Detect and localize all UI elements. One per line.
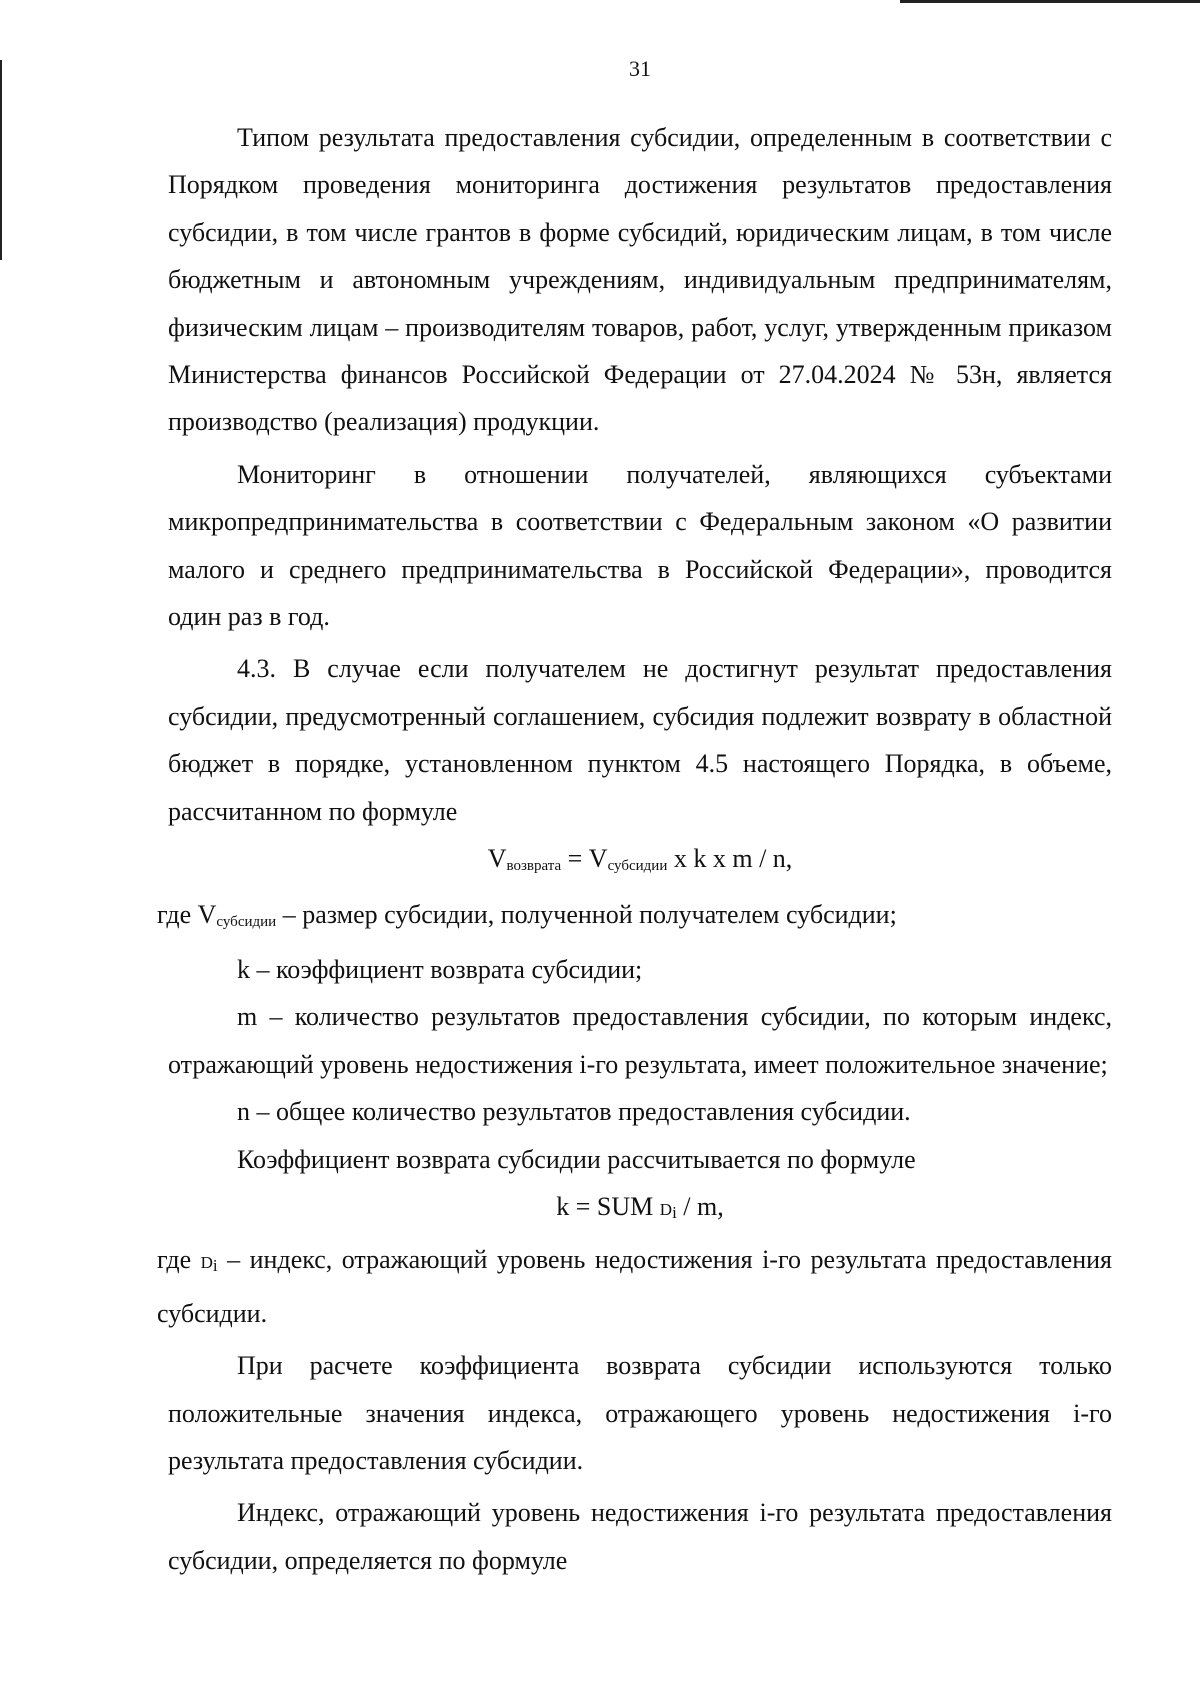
paragraph-result-type: Типом результата предоставления субсидии, определенным в соответствии с Порядком проведения мониторинга достижения результатов предоставления субсидии, в том числе грантов в форме субсидий, юридическим лицам, в том числе бюджетным и автономным учреждениям, индивидуальным предпринимателям, физическим лицам – производителям товаров, работ, услуг, утвержденным приказом Министерства финансов Российской Федерации от 27.04.2024 № 53н, является производство (реализация) продукции. [168,123,1112,437]
formula-sub-return: возврата [506,858,562,875]
paragraph-index-formula: Индекс, отражающий уровень недостижения i-го результата предоставления субсидии, определяется по формуле [168,1498,1112,1575]
formula-eq: = V [561,844,608,874]
paragraph-coefficient: Коэффициент возврата субсидии рассчитывается по формуле [237,1144,916,1174]
def-d-text: – индекс, отражающий уровень недостижения i-го результата предоставления субсидии. [157,1245,1113,1328]
def-v-prefix: где V [157,899,217,929]
formula-k-d: D [659,1199,673,1219]
formula-k-i: i [672,1202,677,1222]
page-number: 31 [629,56,651,81]
formula-k [168,1183,1112,1236]
def-d-prefix: где [157,1245,201,1275]
definition-v-subsidy [157,891,1112,946]
document-body [157,114,1113,1584]
formula-sub-subsidy: субсидии [607,858,668,875]
def-d-d: D [200,1253,213,1273]
paragraph-positive-values: При расчете коэффициента возврата субсидии используются только положительные значения индекса, отражающего уровень недостижения i-го результата предоставления субсидии. [168,1351,1112,1475]
formula-rest: x k x m / n, [667,844,793,874]
scan-top-line [900,0,1200,3]
paragraph-4-3: 4.3. В случае если получателем не достигнут результат предоставления субсидии, предусмотренный соглашением, субсидия подлежит возврату в областной бюджет в порядке, установленном пунктом 4.5 настоящего Порядка, в объеме, рассчитанном по формуле [168,654,1112,826]
paragraph-monitoring: Мониторинг в отношении получателей, являющихся субъектами микропредпринимательства в соответствии с Федеральным законом «О развитии малого и среднего предпринимательства в Российской Федерации», проводится один раз в год. [168,459,1112,632]
def-v-text: – размер субсидии, полученной получателем субсидии; [276,899,897,929]
def-v-sub: субсидии [216,913,277,930]
formula-v-return [168,835,1112,890]
def-d-i: i [212,1256,218,1276]
definition-d [157,1236,1112,1337]
definition-m: m – количество результатов предоставления субсидии, по которым индекс, отражающий уровень недостижения i-го результата, имеет положительное значение; [168,1002,1112,1079]
definition-k: k – коэффициент возврата субсидии; [237,954,643,984]
scan-margin-line [0,60,2,260]
formula-v-symbol: V [487,844,507,874]
formula-k-rest: / m, [676,1191,724,1221]
definition-n: n – общее количество результатов предоставления субсидии. [237,1097,911,1127]
formula-k-prefix: k = SUM [556,1191,660,1221]
